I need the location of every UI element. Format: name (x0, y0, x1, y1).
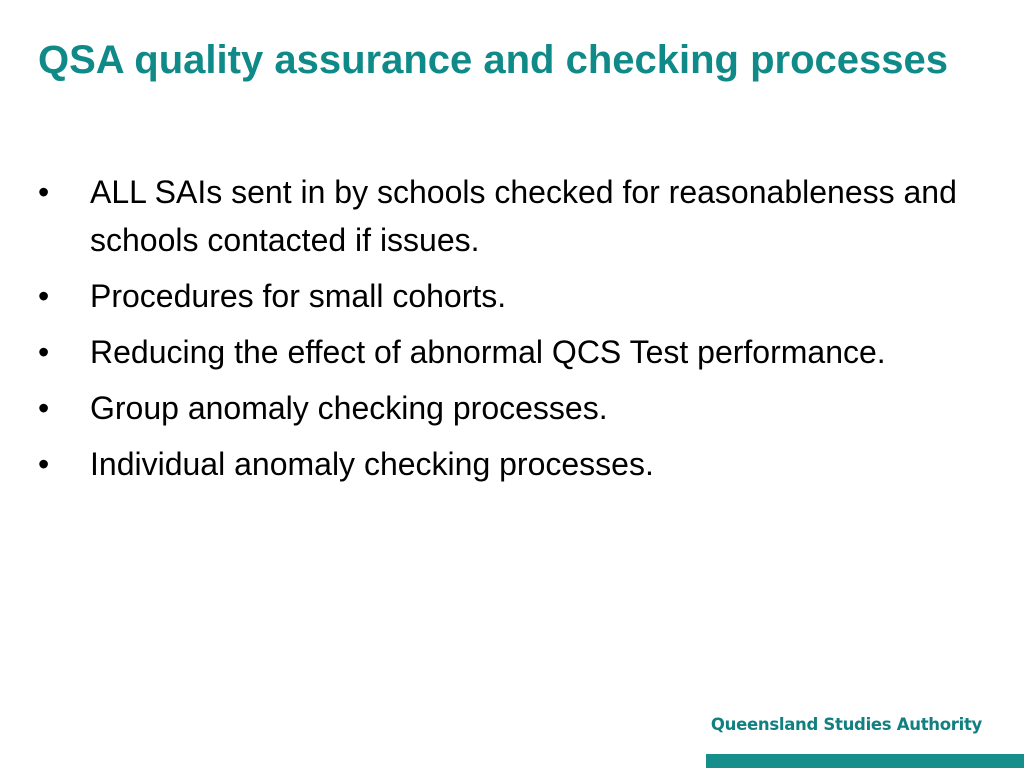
bullet-item (38, 168, 998, 264)
bullet-item (38, 328, 998, 376)
bullet-item (38, 384, 998, 432)
bullet-text: Reducing the effect of abnormal QCS Test performance. (90, 334, 886, 370)
bullet-item (38, 272, 998, 320)
footer-accent-bar (706, 754, 1024, 768)
bullet-dot: • (38, 334, 50, 370)
bullet-text: Group anomaly checking processes. (90, 390, 608, 426)
bullet-dot: • (38, 446, 50, 482)
bullet-text: Individual anomaly checking processes. (90, 446, 654, 482)
bullet-list (38, 168, 998, 496)
bullet-text: Procedures for small cohorts. (90, 278, 507, 314)
slide-title: QSA quality assurance and checking processes (38, 38, 948, 82)
bullet-text: ALL SAIs sent in by schools checked for reasonableness and schools contacted if issues. (90, 174, 957, 258)
bullet-item (38, 440, 998, 488)
bullet-dot: • (38, 174, 50, 210)
footer-brand-logo: Queensland Studies Authority (710, 715, 982, 734)
bullet-dot: • (38, 390, 50, 426)
bullet-dot: • (38, 278, 50, 314)
